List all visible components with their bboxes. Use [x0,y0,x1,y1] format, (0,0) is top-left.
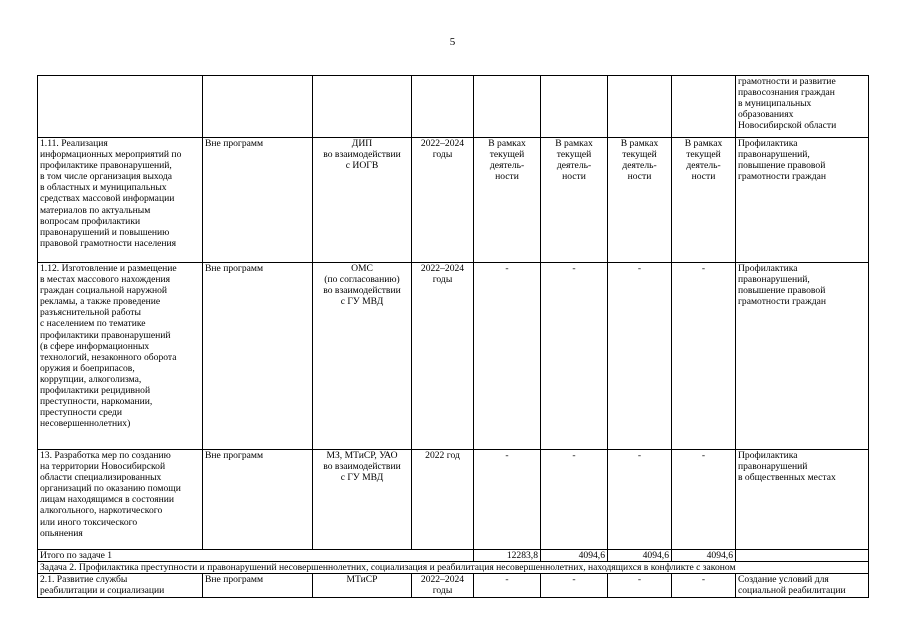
total-result [736,550,869,562]
cell-funding-2022: - [541,574,608,598]
cell-funding-2023: - [608,574,672,598]
cell-funding-2022 [541,76,608,138]
cell-result: Профилактика правонарушений, повышение правовой грамотности граждан [736,263,869,450]
cell-name: 13. Разработка мер по созданию на территории Новосибирской области специализированных организаций по оказанию помощи лицам находящимся в состоянии алкогольного, наркотического или иного токсического опьянения [38,450,203,550]
cell-executor: МТиСР [313,574,412,598]
cell-funding-2024: - [672,263,736,450]
cell-result: Создание условий для социальной реабилитации [736,574,869,598]
task-2-heading: Задача 2. Профилактика преступности и правонарушений несовершеннолетних, социализация и реабилитация несовершеннолетних, находящихся в конфликте с законом [38,562,869,574]
cell-program: Вне программ [203,138,313,263]
total-label: Итого по задаче 1 [38,550,474,562]
table-row-1-11 [38,138,869,263]
cell-name [38,76,203,138]
total-funding-total: 12283,8 [474,550,541,562]
cell-funding-2022: - [541,450,608,550]
cell-funding-2024: - [672,574,736,598]
total-funding-2022: 4094,6 [541,550,608,562]
cell-program: Вне программ [203,450,313,550]
cell-name: 1.11. Реализация информационных мероприятий по профилактике правонарушений, в том числе организация выхода в областных и муниципальных средствах массовой информации материалов по актуальным вопросам профилактики правонарушений и повышению правовой грамотности населения [38,138,203,263]
cell-result: Профилактика правонарушений, повышение правовой грамотности граждан [736,138,869,263]
cell-funding-total: - [474,574,541,598]
cell-name: 1.12. Изготовление и размещение в местах массового нахождения граждан социальной наружной рекламы, а также проведение разъяснительной работы с населением по тематике профилактики правонарушений (в сфере информационных технологий, незаконного оборота оружия и боеприпасов, коррупции, алкоголизма, профилактики рецидивной преступности, наркомании, преступности среди несовершеннолетних) [38,263,203,450]
cell-funding-total: - [474,450,541,550]
cell-funding-2024: - [672,450,736,550]
cell-funding-2022: - [541,263,608,450]
page-number: 5 [449,36,456,48]
table-row-continuation [38,76,869,138]
cell-funding-2024 [672,76,736,138]
cell-funding-2023 [608,76,672,138]
cell-result: грамотности и развитие правосознания граждан в муниципальных образованиях Новосибирской области [736,76,869,138]
table-row-1-12 [38,263,869,450]
cell-result: Профилактика правонарушений в общественных местах [736,450,869,550]
cell-executor: ДИП во взаимодействии с ИОГВ [313,138,412,263]
cell-period: 2022–2024 годы [412,263,474,450]
cell-funding-total: - [474,263,541,450]
cell-period: 2022–2024 годы [412,138,474,263]
cell-period: 2022–2024 годы [412,574,474,598]
table-row-13 [38,450,869,550]
measures-table [37,75,869,598]
cell-funding-2023: В рамках текущей деятель- ности [608,138,672,263]
cell-executor: ОМС (по согласованию) во взаимодействии с ГУ МВД [313,263,412,450]
table-row-task-2 [38,562,869,574]
cell-funding-2022: В рамках текущей деятель- ности [541,138,608,263]
cell-funding-total [474,76,541,138]
cell-executor: МЗ, МТиСР, УАО во взаимодействии с ГУ МВД [313,450,412,550]
cell-period [412,76,474,138]
cell-program: Вне программ [203,574,313,598]
cell-name: 2.1. Развитие службы реабилитации и социализации [38,574,203,598]
total-funding-2023: 4094,6 [608,550,672,562]
cell-funding-total: В рамках текущей деятель- ности [474,138,541,263]
total-funding-2024: 4094,6 [672,550,736,562]
cell-funding-2024: В рамках текущей деятель- ности [672,138,736,263]
table-row-total-task-1 [38,550,869,562]
table-row-2-1 [38,574,869,598]
cell-program [203,76,313,138]
cell-executor [313,76,412,138]
cell-funding-2023: - [608,263,672,450]
cell-program: Вне программ [203,263,313,450]
cell-period: 2022 год [412,450,474,550]
cell-funding-2023: - [608,450,672,550]
